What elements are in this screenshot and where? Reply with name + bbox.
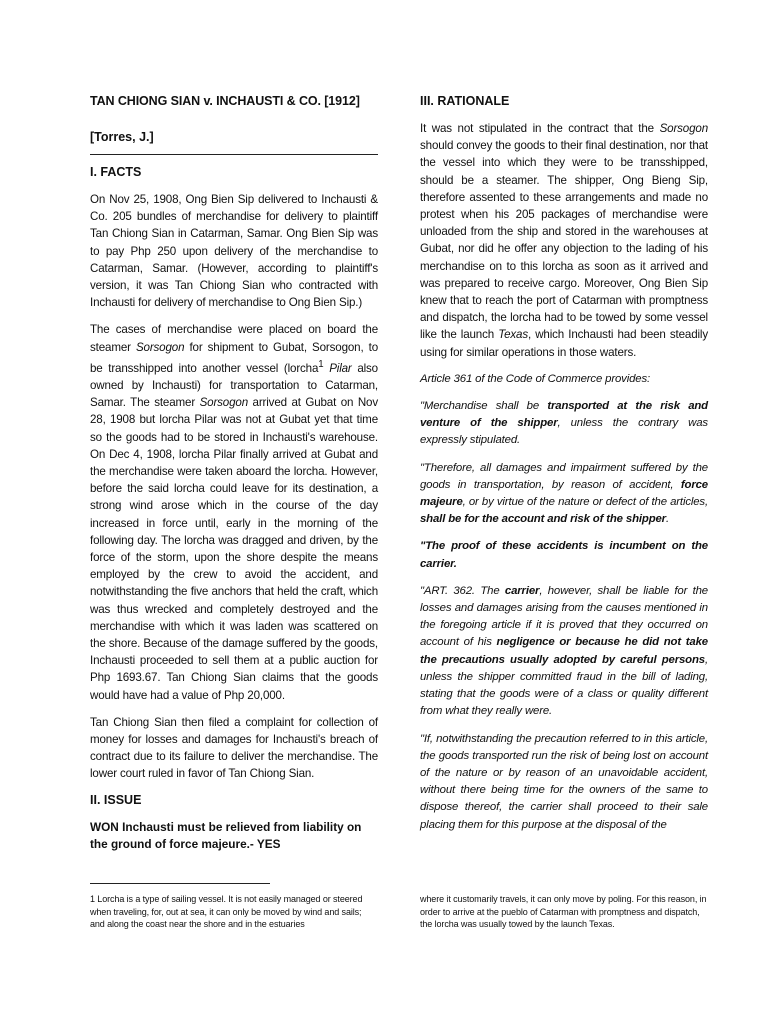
emphasis: transported at the risk and venture of the shipper	[420, 400, 708, 430]
text-run: , unless the contrary was expressly stipulated.	[420, 417, 708, 447]
vessel-name: Sorsogon	[199, 396, 248, 410]
case-title: TAN CHIONG SIAN v. INCHAUSTI & CO. [1912]	[90, 94, 360, 108]
emphasis: carrier	[504, 584, 540, 597]
issue-text: WON Inchausti must be relieved from liability on the ground of force majeure.- YES	[90, 819, 362, 852]
text-run: arrived at Gubat on Nov 28, 1908 but lorcha Pilar was not at Gubat yet that time so the goods had to be stored in Inchausti's warehouse. On Dec 4, 1908, lorcha Pilar finally arrived at Gubat and the merchandise were taken aboard the lorcha. However, before the said lorcha could leave for its destination, a strong wind arose which in the course of the day increased in force until, early in the morning of the following day. The lorcha was dragged and driven, by the force of the storm, upon the shore despite the means employed by the crew to avoid the accident, and notwithstanding the five anchors that held the craft, which was thus wrecked and completely destroyed and the merchandise with which it was laden was scattered on the shore. Because of the damage suffered by the goods, Inchausti proceeded to sell them at a public auction for Php 1693.67. Tan Chiong Sian claims that the goods would have had a value of Php 20,000.	[90, 396, 378, 702]
facts-paragraph-3: Tan Chiong Sian then filed a complaint for collection of money for losses and damages for Inchausti's breach of contract due to its failure to deliver the merchandise. The lower court ruled in favor of Tan Chiong Sian.	[90, 715, 378, 781]
footnote-left: 1 Lorcha is a type of sailing vessel. It is not easily managed or steered when traveling, for, out at sea, it can only be moved by wind and sails; and along the coast near the shore and in the estuaries	[90, 894, 363, 930]
footnote-divider	[90, 883, 270, 884]
title-divider	[90, 154, 378, 155]
quote-1	[420, 398, 708, 450]
ponente: [Torres, J.]	[90, 130, 154, 144]
vessel-name: Sorsogon	[659, 122, 708, 135]
text-run: for shipment to Gubat, Sorsogon, to be transshipped into another vessel (lorcha	[90, 340, 379, 375]
text-run: "ART. 362. The	[420, 584, 505, 597]
emphasis: shall be for the account and risk of the shipper	[420, 513, 666, 526]
vessel-name: Sorsogon	[135, 340, 185, 354]
quote-2	[420, 460, 708, 529]
facts-heading: I. FACTS	[90, 165, 142, 179]
text-run: , which Inchausti had been steadily using for similar operations in those waters.	[420, 328, 708, 359]
emphasis: negligence or because he did not take the precautions usually adopted by careful persons	[420, 636, 708, 666]
left-column	[90, 88, 378, 854]
footnote-right: where it customarily travels, it can only move by poling. For this reason, in order to arrive at the pueblo of Catarman with promptness and dispatch, the lorcha was usually towed by the launch Texas.	[420, 894, 707, 930]
emphasis: force majeure	[420, 478, 708, 509]
text-run: also owned by Inchausti) for transportation to Catarman, Samar. The steamer	[90, 361, 378, 410]
facts-paragraph-2	[90, 321, 378, 703]
issue-heading: II. ISSUE	[90, 792, 142, 807]
quote-4	[420, 583, 708, 721]
text-run: should convey the goods to their final destination, nor that the vessel into which they were to be transshipped, should be a steamer. The shipper, Ong Bieng Sip, therefore assented to these arrangements and made no protest when his 205 packages of merchandise were unloaded from the ship and stored in the warehouses at Gubat, nor did he offer any objection to the lading of his merchandise on to this lorcha as soon as it arrived and was prepared to receive cargo. Moreover, Ong Bien Sip knew that to reach the port of Catarman with promptness and dispatch, the lorcha had to be towed by some vessel like the launch	[420, 139, 708, 342]
rationale-paragraph-1	[420, 120, 708, 361]
footnote-ref[interactable]: 1	[318, 358, 324, 370]
rationale-heading: III. RATIONALE	[420, 94, 510, 108]
vessel-name: Pilar	[323, 361, 352, 375]
right-column	[420, 88, 708, 844]
text-run: .	[665, 513, 669, 526]
text-run: , however, shall be liable for the losses and damages arising from the causes mentioned in the foregoing article if it is proved that they occurred on account of his	[420, 584, 708, 649]
facts-paragraph-1: On Nov 25, 1908, Ong Bien Sip delivered to Inchausti & Co. 205 bundles of merchandise for delivery to plaintiff Tan Chiong Sian in Catarman, Samar. Ong Bien Sip was to pay Php 250 upon delivery of the merchandise to Catarman, Samar. (However, according to plaintiff's version, it was Tan Chiong Sian who contracted with Inchausti for delivery of merchandise to Ong Bien Sip.)	[90, 193, 378, 310]
article-361-intro: Article 361 of the Code of Commerce provides:	[420, 372, 651, 385]
text-run: , unless the shipper committed fraud in the bill of lading, stating that the goods were of a class or quality different from what they really were.	[420, 653, 708, 718]
text-run: "Therefore, all damages and impairment suffered by the goods in transportation, by reason of accident,	[420, 461, 708, 491]
text-run: It was not stipulated in the contract that the	[420, 122, 660, 135]
vessel-name: Texas	[498, 328, 528, 342]
quote-3: "The proof of these accidents is incumbent on the carrier.	[420, 540, 708, 570]
quote-5: "If, notwithstanding the precaution referred to in this article, the goods transported run the risk of being lost on account of the nature or by reason of an unavoidable accident, without there being time for the owners of the same to dispose thereof, the carrier shall proceed to their sale placing them for this purpose at the disposal of the	[420, 732, 708, 831]
text-run: "Merchandise shall be	[420, 400, 548, 413]
text-run: , or by virtue of the nature or defect of the articles,	[462, 496, 708, 509]
text-run: The cases of merchandise were placed on board the steamer	[90, 323, 378, 354]
